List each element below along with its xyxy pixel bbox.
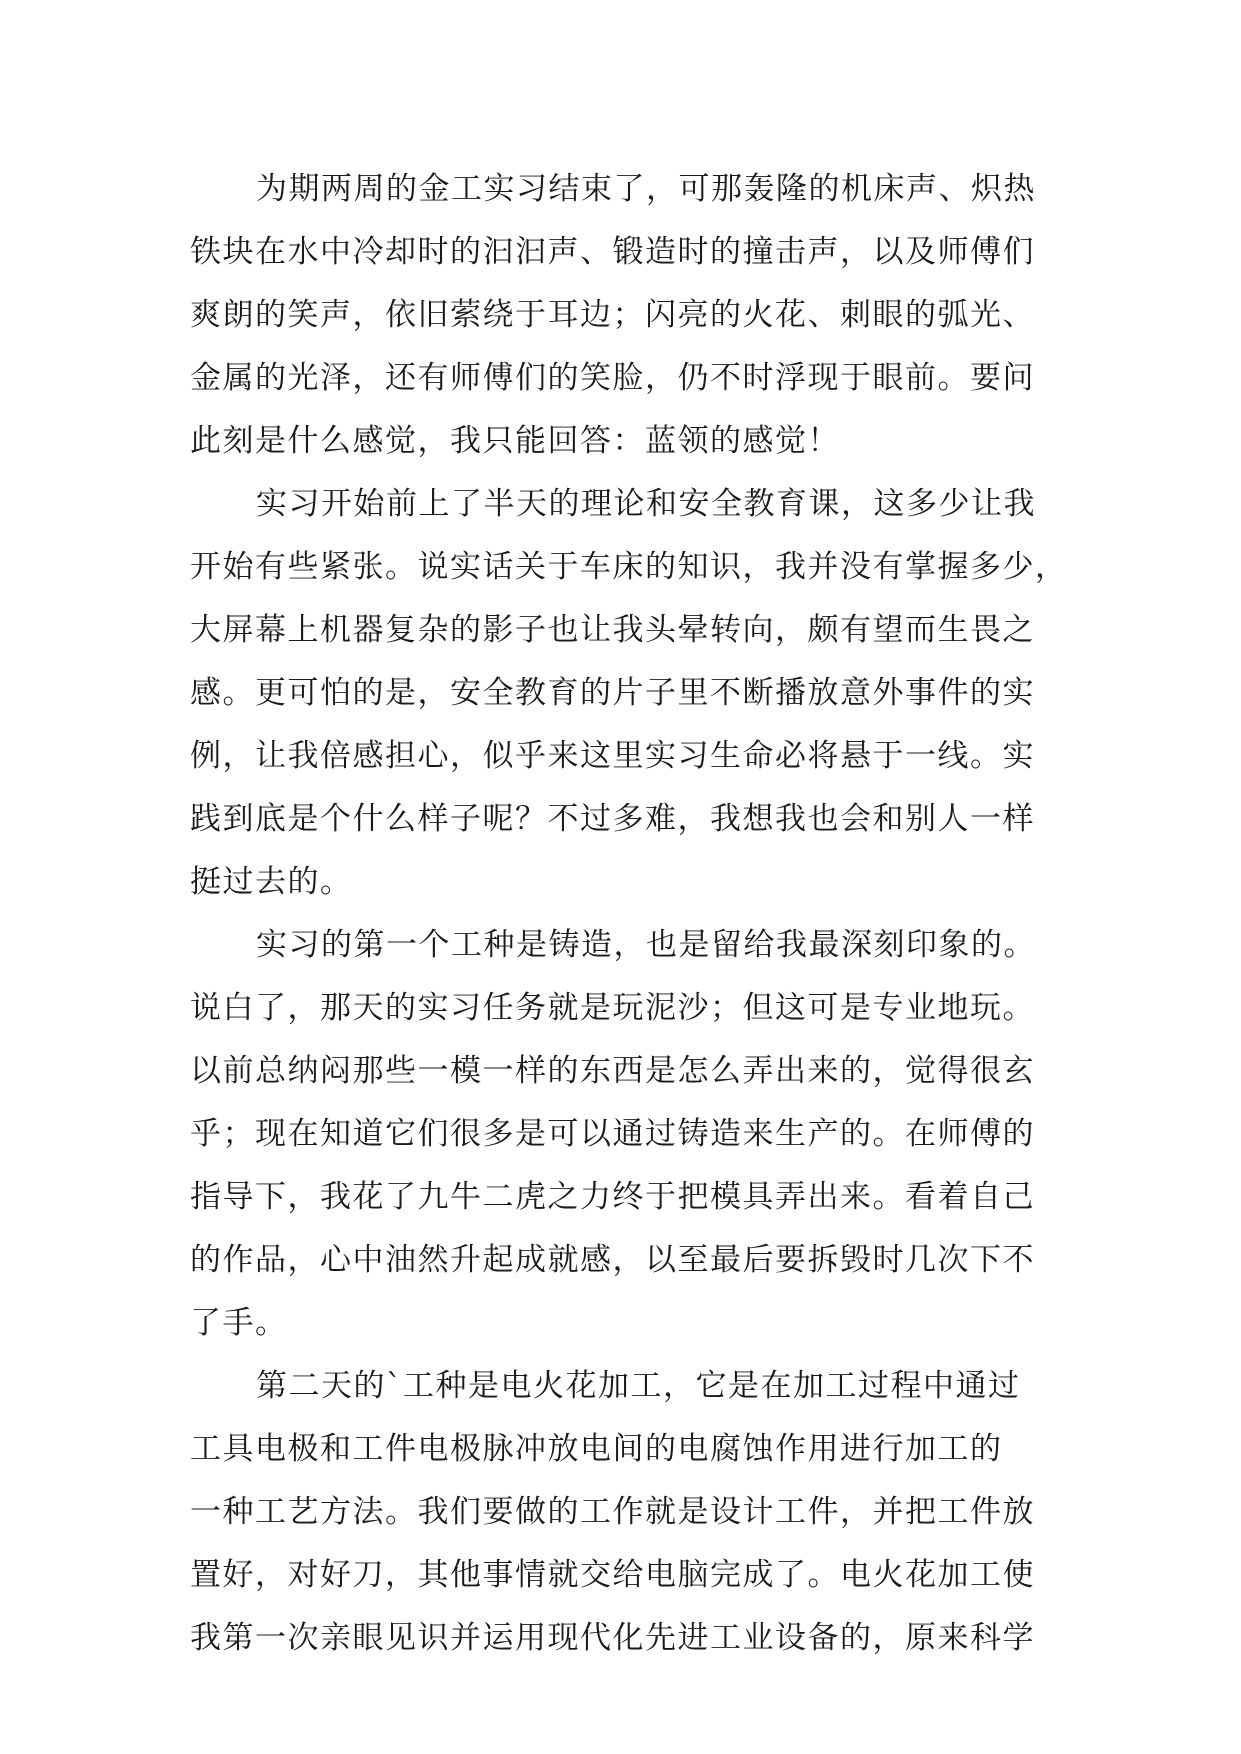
paragraph-line: 实习的第一个工种是铸造，也是留给我最深刻印象的。 (256, 927, 1036, 963)
paragraph-line: 指导下，我花了九牛二虎之力终于把模具弄出来。看着自己 (190, 1179, 1035, 1215)
document-body (190, 158, 1068, 1670)
paragraph-line: 乎；现在知道它们很多是可以通过铸造来生产的。在师傅的 (190, 1116, 1035, 1152)
paragraph-line: 大屏幕上机器复杂的影子也让我头晕转向，颇有望而生畏之 (190, 612, 1035, 648)
paragraph-line: 此刻是什么感觉，我只能回答：蓝领的感觉！ (190, 423, 840, 459)
paragraph-1 (190, 158, 1050, 473)
paragraph-line: 爽朗的笑声，依旧萦绕于耳边；闪亮的火花、刺眼的弧光、 (190, 297, 1035, 333)
paragraph-line: 开始有些紧张。说实话关于车床的知识，我并没有掌握多少， (190, 549, 1068, 585)
paragraph-line: 铁块在水中冷却时的汩汩声、锻造时的撞击声，以及师傅们 (190, 234, 1035, 270)
paragraph-line: 践到底是个什么样子呢？不过多难，我想我也会和别人一样 (190, 801, 1035, 837)
paragraph-3 (190, 914, 1050, 1355)
paragraph-line: 以前总纳闷那些一模一样的东西是怎么弄出来的，觉得很玄 (190, 1053, 1035, 1089)
paragraph-line: 一种工艺方法。我们要做的工作就是设计工件，并把工件放 (190, 1494, 1035, 1530)
paragraph-line: 实习开始前上了半天的理论和安全教育课，这多少让我 (256, 486, 1036, 522)
paragraph-line: 的作品，心中油然升起成就感，以至最后要拆毁时几次下不 (190, 1242, 1035, 1278)
paragraph-line: 挺过去的。 (190, 864, 353, 900)
paragraph-line: 工具电极和工件电极脉冲放电间的电腐蚀作用进行加工的 (190, 1431, 1003, 1467)
paragraph-line: 为期两周的金工实习结束了，可那轰隆的机床声、炽热 (256, 171, 1036, 207)
paragraph-line: 例，让我倍感担心，似乎来这里实习生命必将悬于一线。实 (190, 738, 1035, 774)
paragraph-line: 感。更可怕的是，安全教育的片子里不断播放意外事件的实 (190, 675, 1035, 711)
paragraph-line: 我第一次亲眼见识并运用现代化先进工业设备的，原来科学 (190, 1620, 1035, 1656)
paragraph-line: 了手。 (190, 1305, 288, 1341)
paragraph-4 (190, 1355, 1050, 1670)
paragraph-line: 金属的光泽，还有师傅们的笑脸，仍不时浮现于眼前。要问 (190, 360, 1035, 396)
paragraph-line: 说白了，那天的实习任务就是玩泥沙；但这可是专业地玩。 (190, 990, 1035, 1026)
paragraph-2 (190, 473, 1068, 914)
paragraph-line: 第二天的`工种是电火花加工，它是在加工过程中通过 (256, 1368, 1021, 1404)
paragraph-line: 置好，对好刀，其他事情就交给电脑完成了。电火花加工使 (190, 1557, 1035, 1593)
